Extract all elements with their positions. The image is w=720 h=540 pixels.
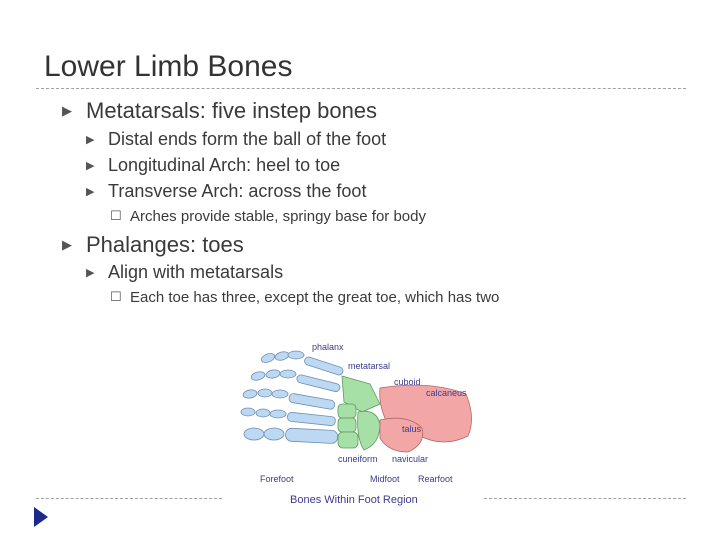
footer-divider-right	[484, 498, 686, 499]
foot-bones-diagram	[230, 338, 480, 513]
label-cuboid: cuboid	[394, 377, 421, 387]
sub-bullet-transverse	[86, 181, 366, 202]
bullet-metatarsals	[62, 98, 377, 124]
bullet-arrow-icon: ▶	[62, 237, 72, 253]
bullet-text: Metatarsals: five instep bones	[86, 98, 378, 123]
bullet-arrow-icon: ▶	[86, 185, 95, 198]
bullet-text: Each toe has three, except the great toe, which has two	[130, 289, 500, 306]
label-talus: talus	[402, 424, 422, 434]
label-forefoot: Forefoot	[260, 474, 294, 484]
slide-title: Lower Limb Bones	[44, 50, 293, 83]
midfoot-bones	[338, 376, 380, 450]
bullet-phalanges	[62, 232, 244, 258]
label-midfoot: Midfoot	[370, 474, 400, 484]
bullet-text: Align with metatarsals	[108, 262, 284, 282]
figure-caption: Bones Within Foot Region	[290, 494, 418, 506]
label-phalanx: phalanx	[312, 342, 344, 352]
sub-bullet-distal	[86, 129, 386, 150]
label-cuneiform: cuneiform	[338, 454, 378, 464]
bullet-text: Distal ends form the ball of the foot	[108, 129, 387, 149]
label-rearfoot: Rearfoot	[418, 474, 453, 484]
play-arrow-icon[interactable]	[33, 506, 49, 528]
bullet-text: Transverse Arch: across the foot	[108, 181, 367, 201]
bullet-box-icon: ☐	[110, 290, 122, 305]
bullet-text: Longitudinal Arch: heel to toe	[108, 155, 341, 175]
title-divider	[36, 88, 686, 89]
forefoot-bones	[241, 350, 344, 443]
bullet-arrow-icon: ▶	[86, 133, 95, 146]
sub-sub-bullet-each-toe	[110, 289, 499, 306]
label-navicular: navicular	[392, 454, 429, 464]
bullet-arrow-icon: ▶	[62, 103, 72, 119]
sub-bullet-longitudinal	[86, 155, 340, 176]
bullet-arrow-icon: ▶	[86, 266, 95, 279]
footer-divider-left	[36, 498, 222, 499]
bullet-text: Arches provide stable, springy base for body	[130, 208, 426, 225]
label-calcaneus: calcaneus	[426, 388, 467, 398]
bullet-text: Phalanges: toes	[86, 232, 244, 257]
sub-sub-bullet-arches	[110, 208, 426, 225]
bullet-box-icon: ☐	[110, 209, 122, 224]
bullet-arrow-icon: ▶	[86, 159, 95, 172]
sub-bullet-align	[86, 262, 283, 283]
label-metatarsal: metatarsal	[348, 361, 391, 371]
